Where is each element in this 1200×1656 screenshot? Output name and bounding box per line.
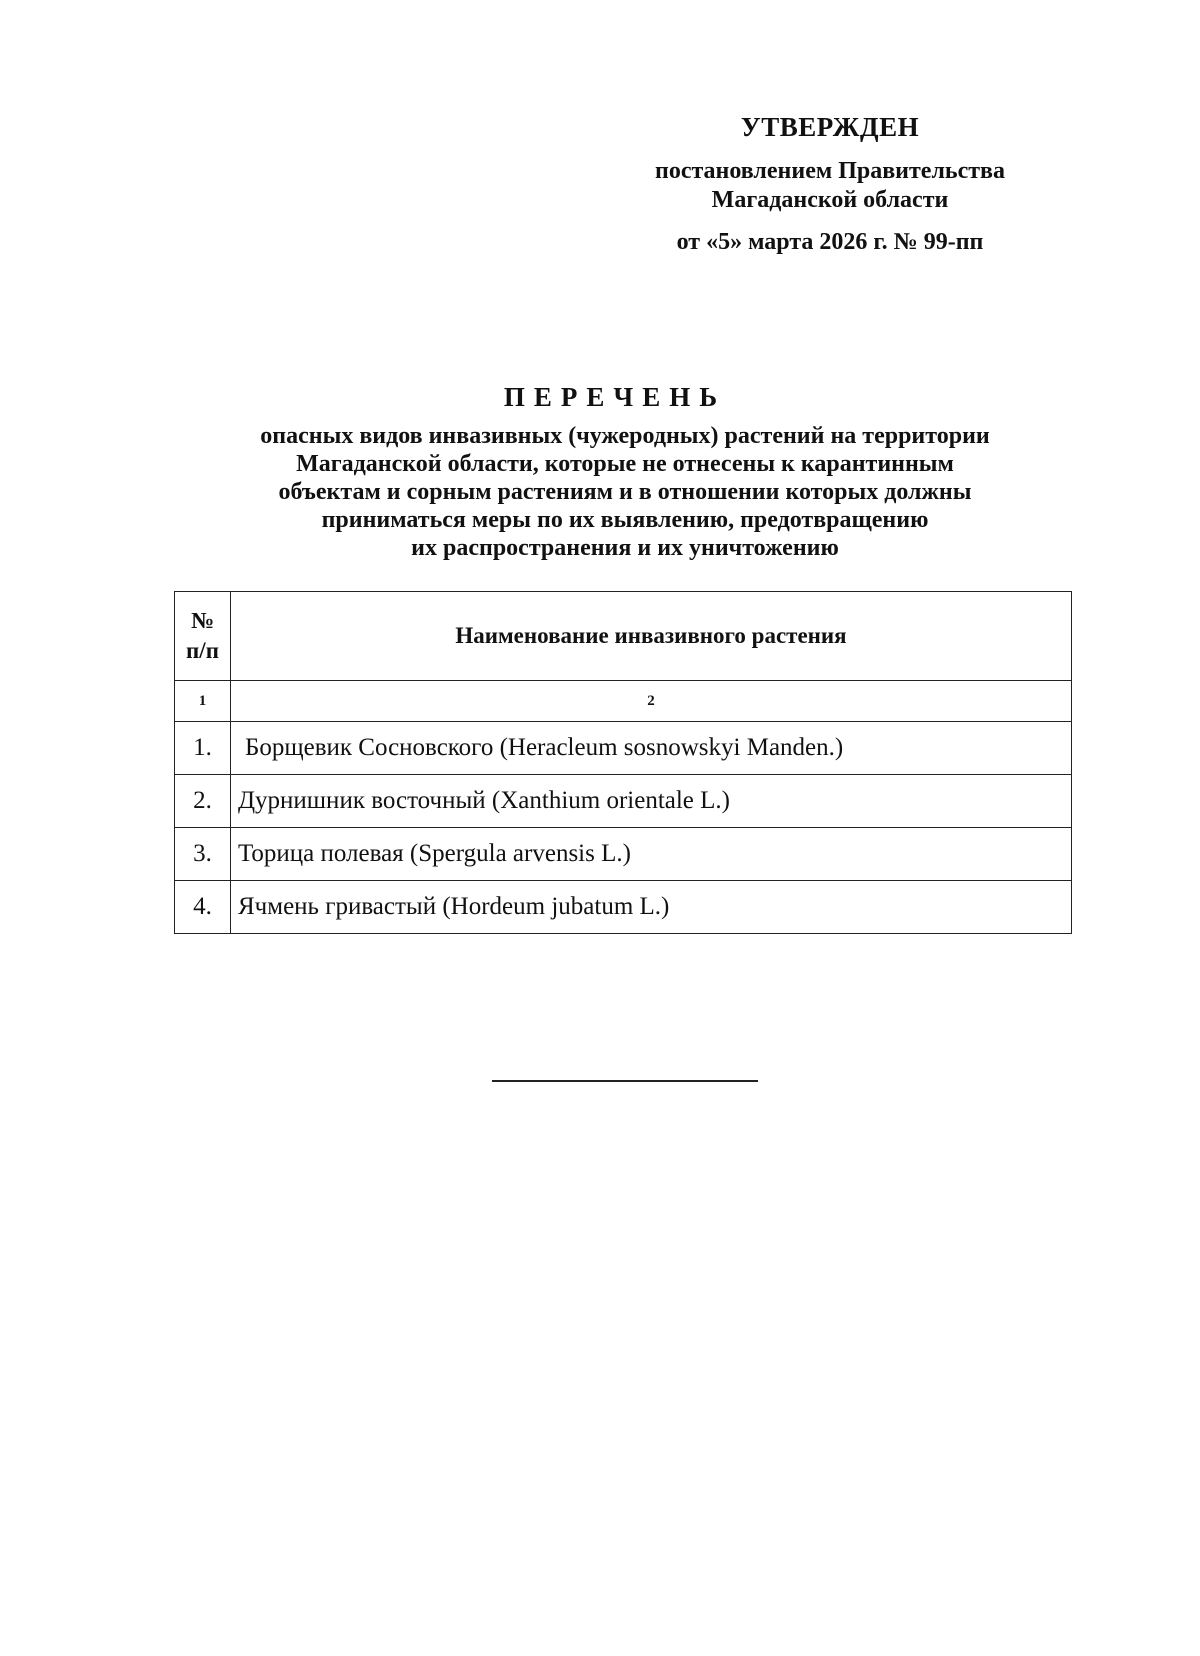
- header-num-label: п/п: [186, 638, 219, 663]
- header-num-cell: [175, 592, 231, 681]
- table-index-row: [175, 681, 1072, 722]
- document-subtitle: [150, 422, 1100, 562]
- subtitle-line-4: приниматься меры по их выявлению, предотвращению: [321, 507, 929, 533]
- approval-block: [560, 112, 1100, 256]
- row-plant-name: Дурнишник восточный (Xanthium orientale L.): [231, 775, 1072, 828]
- row-plant-name: Борщевик Сосновского (Heracleum sosnowskyi Manden.): [231, 722, 1072, 775]
- table-row: [175, 828, 1072, 881]
- table-row: [175, 775, 1072, 828]
- approval-date: от «5» марта 2026 г. № 99-пп: [676, 229, 984, 255]
- subtitle-line-5: их распространения и их уничтожению: [411, 535, 839, 561]
- row-plant-name: Торица полевая (Spergula arvensis L.): [231, 828, 1072, 881]
- document-title: ПЕРЕЧЕНЬ: [503, 382, 727, 412]
- row-number: 1.: [175, 722, 231, 775]
- header-num-symbol: №: [190, 608, 215, 633]
- index-cell-2: 2: [231, 681, 1072, 722]
- approval-line-2: Магаданской области: [711, 187, 949, 213]
- row-number: 2.: [175, 775, 231, 828]
- table-header-row: [175, 592, 1072, 681]
- row-number: 4.: [175, 881, 231, 934]
- subtitle-line-1: опасных видов инвазивных (чужеродных) растений на территории: [260, 423, 990, 449]
- approval-heading: УТВЕРЖДЕН: [740, 112, 920, 142]
- header-name-cell: Наименование инвазивного растения: [231, 592, 1072, 681]
- index-cell-1: 1: [175, 681, 231, 722]
- subtitle-line-3: объектам и сорным растениям и в отношении которых должны: [278, 479, 972, 505]
- approval-line-1: постановлением Правительства: [654, 158, 1005, 184]
- table-row: [175, 722, 1072, 775]
- row-number: 3.: [175, 828, 231, 881]
- subtitle-line-2: Магаданской области, которые не отнесены к карантинным: [296, 451, 954, 477]
- row-plant-name: Ячмень гривастый (Hordeum jubatum L.): [231, 881, 1072, 934]
- plants-table: [174, 591, 1072, 934]
- closing-separator-line: [492, 1080, 758, 1082]
- table-row: [175, 881, 1072, 934]
